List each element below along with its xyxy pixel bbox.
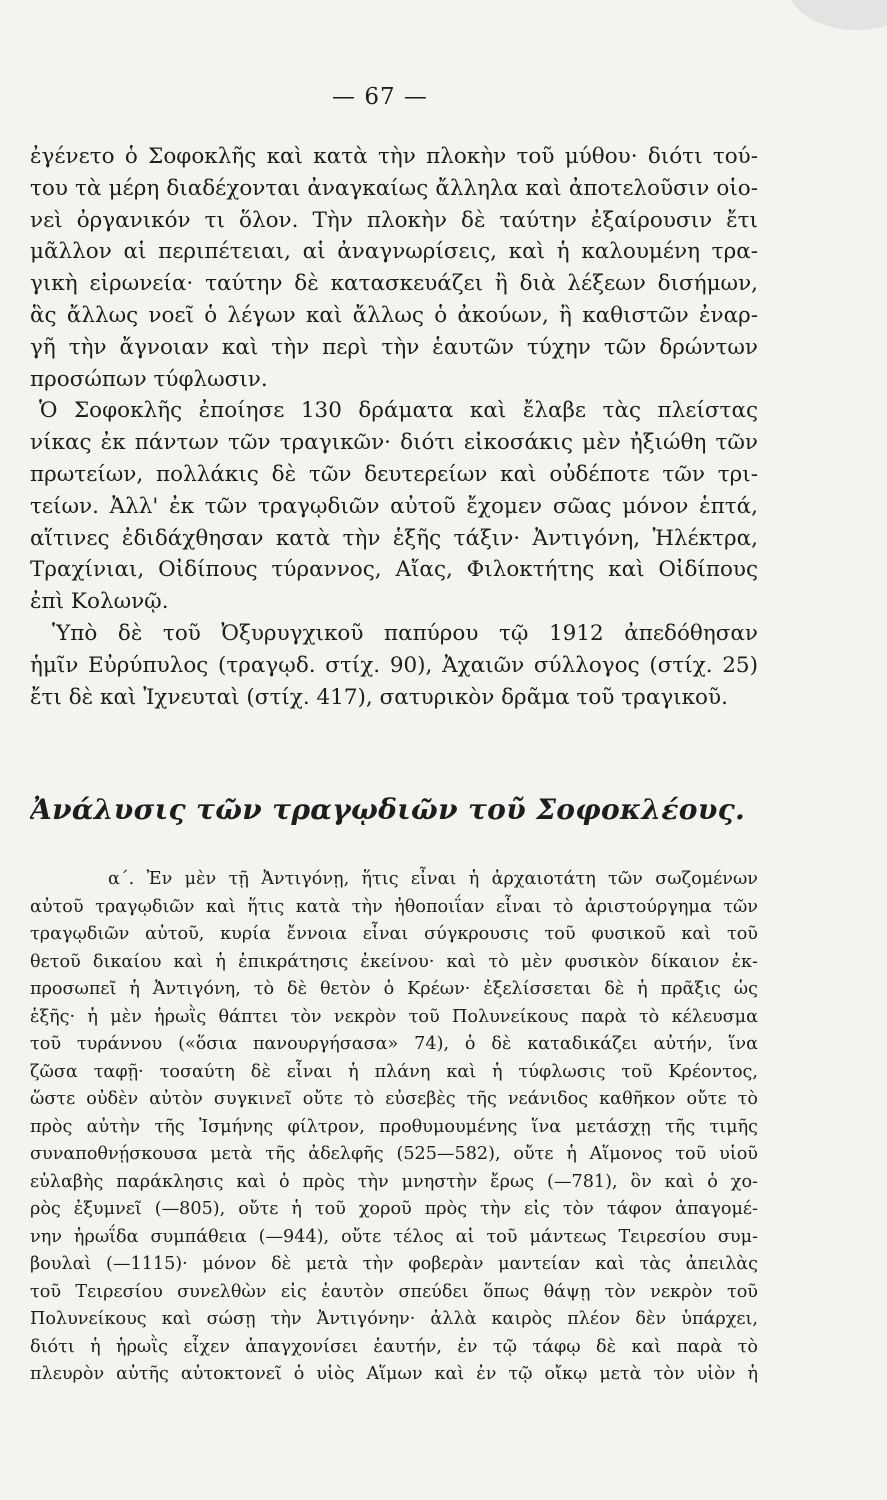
- text-line: του τὰ μέρη διαδέχονται ἀναγκαίως ἄλληλα καὶ ἀποτελοῦσιν οἱο-: [30, 175, 758, 201]
- text-line: ἔτι δὲ καὶ Ἰχνευταὶ (στίχ. 417), σατυρικὸν δρᾶμα τοῦ τραγικοῦ.: [30, 684, 728, 710]
- text-line: μᾶλλον αἱ περιπέτειαι, αἱ ἀναγνωρίσεις, καὶ ἡ καλουμένη τρα-: [30, 239, 758, 265]
- text-line: Ὁ Σοφοκλῆς ἐποίησε 130 δράματα καὶ ἔλαβε τὰς πλείστας: [39, 398, 758, 424]
- text-line: νίκας ἐκ πάντων τῶν τραγικῶν· διότι εἰκοσάκις μὲν ἠξιώθη τῶν: [30, 430, 758, 456]
- text-line: Πολυνείκους καὶ σώσῃ τὴν Ἀντιγόνην· ἀλλὰ καιρὸς πλέον δὲν ὑπάρχει,: [30, 1309, 758, 1329]
- text-line: νην ἡρωΐδα συμπάθεια (—944), οὔτε τέλος αἱ τοῦ μάντεως Τειρεσίου συμ-: [30, 1226, 758, 1247]
- text-line: βουλαὶ (—1115)· μόνον δὲ μετὰ τὴν φοβερὰν μαντείαν καὶ τὰς ἀπειλὰς: [30, 1254, 758, 1274]
- text-line: γικὴ εἰρωνεία· ταύτην δὲ κατασκευάζει ἢ διὰ λέξεων δισήμων,: [30, 271, 758, 297]
- text-line: τείων. Ἀλλ' ἐκ τῶν τραγῳδιῶν αὐτοῦ ἔχομεν σῶας μόνον ἑπτά,: [30, 493, 758, 519]
- text-line: συναποθνῄσκουσα μετὰ τῆς ἀδελφῆς (525—582), οὔτε ἡ Αἵμονος τοῦ υἱοῦ: [30, 1144, 758, 1164]
- text-line: τοῦ τυράννου («ὅσια πανουργήσασα» 74), ὁ δὲ καταδικάζει αὐτήν, ἵνα: [30, 1034, 758, 1054]
- text-line: α΄. Ἐν μὲν τῇ Ἀντιγόνῃ, ἥτις εἶναι ἡ ἀρχαιοτάτη τῶν σωζομένων: [108, 869, 758, 889]
- text-line: Ὑπὸ δὲ τοῦ Ὀξυρυγχικοῦ παπύρου τῷ 1912 ἀπεδόθησαν: [52, 620, 758, 646]
- text-line: πλευρὸν αὐτῆς αὐτοκτονεῖ ὁ υἱὸς Αἵμων καὶ ἐν τῷ οἴκῳ μετὰ τὸν υἱὸν ἡ: [30, 1364, 758, 1384]
- text-line: διότι ἡ ἡρωῒς εἶχεν ἀπαγχονίσει ἑαυτήν, ἐν τῷ τάφῳ δὲ καὶ παρὰ τὸ: [30, 1336, 758, 1357]
- text-line: ἐπὶ Κολωνῷ.: [30, 589, 169, 615]
- text-line: ὥστε οὐδὲν αὐτὸν συγκινεῖ οὔτε τὸ εὐσεβὲς τῆς νεάνιδος καθῆκον οὔτε τὸ: [30, 1089, 758, 1109]
- text-line: τραγῳδιῶν αὐτοῦ, κυρία ἔννοια εἶναι σύγκρουσις τοῦ φυσικοῦ καὶ τοῦ: [30, 924, 758, 944]
- text-line: ἃς ἄλλως νοεῖ ὁ λέγων καὶ ἄλλως ὁ ἀκούων, ἢ καθιστῶν ἐναρ-: [30, 302, 758, 328]
- text-line: ἡμῖν Εὐρύπυλος (τραγῳδ. στίχ. 90), Ἀχαιῶν σύλλογος (στίχ. 25): [30, 652, 758, 678]
- page-number: — 67 —: [332, 84, 428, 110]
- text-line: αὐτοῦ τραγῳδιῶν καὶ ἥτις κατὰ τὴν ἠθοποιΐαν εἶναι τὸ ἀριστούργημα τῶν: [30, 896, 758, 917]
- text-line: πρὸς αὐτὴν τῆς Ἰσμήνης φίλτρον, προθυμουμένης ἵνα μετάσχῃ τῆς τιμῆς: [30, 1116, 758, 1137]
- text-line: γῆ τὴν ἄγνοιαν καὶ τὴν περὶ τὴν ἑαυτῶν τύχην τῶν δρώντων: [30, 334, 758, 360]
- main-text-block: [30, 141, 758, 713]
- text-line: προσώπων τύφλωσιν.: [30, 366, 268, 392]
- section-heading: Ἀνάλυσις τῶν τραγῳδιῶν τοῦ Σοφοκλέους.: [30, 793, 745, 826]
- text-line: πρωτείων, πολλάκις δὲ τῶν δευτερείων καὶ οὐδέποτε τῶν τρι-: [30, 461, 758, 487]
- text-line: νεὶ ὀργανικόν τι ὅλον. Τὴν πλοκὴν δὲ ταύτην ἐξαίρουσιν ἔτι: [30, 207, 758, 233]
- page-corner-shadow: [787, 0, 887, 30]
- text-line: θετοῦ δικαίου καὶ ἡ ἐπικράτησις ἐκείνου· καὶ τὸ μὲν φυσικὸν δίκαιον ἐκ-: [30, 951, 758, 972]
- text-line: εὐλαβὴς παράκλησις καὶ ὁ πρὸς τὴν μνηστὴν ἔρως (—781), ὃν καὶ ὁ χο-: [30, 1171, 758, 1192]
- text-line: ρὸς ἐξυμνεῖ (—805), οὔτε ἡ τοῦ χοροῦ πρὸς τὴν εἰς τὸν τάφον ἀπαγομέ-: [30, 1199, 758, 1219]
- text-line: προσωπεῖ ἡ Ἀντιγόνη, τὸ δὲ θετὸν ὁ Κρέων· ἐξελίσσεται δὲ ἡ πρᾶξις ὡς: [30, 979, 758, 999]
- text-line: Τραχίνιαι, Οἰδίπους τύραννος, Αἴας, Φιλοκτήτης καὶ Οἰδίπους: [30, 557, 758, 583]
- text-line: ἐγένετο ὁ Σοφοκλῆς καὶ κατὰ τὴν πλοκὴν τοῦ μύθου· διότι τού-: [30, 144, 758, 169]
- text-line: ἑξῆς· ἡ μὲν ἡρωῒς θάπτει τὸν νεκρὸν τοῦ Πολυνείκους παρὰ τὸ κέλευσμα: [30, 1006, 758, 1027]
- text-line: αἵτινες ἐδιδάχθησαν κατὰ τὴν ἑξῆς τάξιν· Ἀντιγόνη, Ἠλέκτρα,: [30, 525, 758, 551]
- text-line: ζῶσα ταφῇ· τοσαύτη δὲ εἶναι ἡ πλάνη καὶ ἡ τύφλωσις τοῦ Κρέοντος,: [30, 1061, 758, 1082]
- analysis-text-block: [30, 866, 758, 1389]
- text-line: τοῦ Τειρεσίου συνελθὼν εἰς ἑαυτὸν σπεύδει ὅπως θάψῃ τὸν νεκρὸν τοῦ: [30, 1281, 758, 1302]
